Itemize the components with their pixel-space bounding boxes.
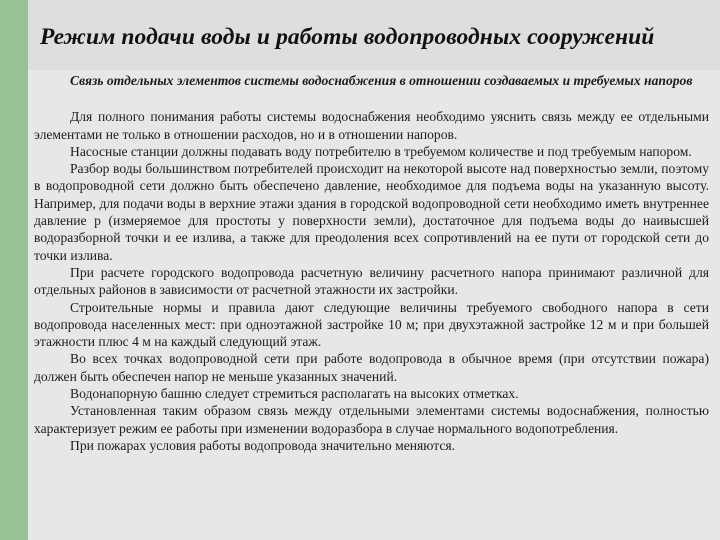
- paragraph: Во всех точках водопроводной сети при работе водопровода в обычное время (при отсутствии пожара) должен быть обеспечен напор не меньше указанных значений.: [34, 351, 709, 384]
- paragraph: Разбор воды большинством потребителей происходит на некоторой высоте над поверхностью земли, поэтому в водопроводной сети должно быть обеспечено давление, необходимое для подъема воды на указанную высоту. Например, для подачи воды в верхние этажи здания в городской водопроводной сети необходимо иметь внутреннее давление р (измеряемое для простоты у поверхности земли), достаточное для подъема воды до наивысшей водоразборной точки и ее излива, а также для преодоления всех сопротивлений на ее пути от городской сети до точки излива.: [34, 161, 709, 263]
- paragraph: Для полного понимания работы системы водоснабжения необходимо уяснить связь между ее отдельными элементами не только в отношении расходов, но и в отношении напоров.: [34, 109, 709, 142]
- paragraph: Строительные нормы и правила дают следующие величины требуемого свободного напора в сети водопровода населенных мест: при одноэтажной застройке 10 м; при двухэтажной застройке 12 м и при большей этажности плюс 4 м на каждый следующий этаж.: [34, 299, 709, 350]
- left-accent-band: [0, 0, 28, 540]
- paragraph: Установленная таким образом связь между отдельными элементами системы водоснабжения, полностью характеризует режим ее работы при изменении водоразбора в случае нормального водопотребления.: [34, 403, 709, 436]
- section-subheading: Связь отдельных элементов системы водоснабжения в отношении создаваемых и требуемых напоров: [70, 73, 693, 88]
- paragraph: Насосные станции должны подавать воду потребителю в требуемом количестве и под требуемым напором.: [70, 143, 692, 159]
- body-text: [34, 72, 709, 454]
- paragraph: Водонапорную башню следует стремиться располагать на высоких отметках.: [70, 386, 519, 402]
- slide-title: Режим подачи воды и работы водопроводных сооружений: [40, 24, 655, 50]
- paragraph: При расчете городского водопровода расчетную величину расчетного напора принимают различной для отдельных районов в зависимости от расчетной этажности их застройки.: [34, 264, 709, 298]
- paragraph: При пожарах условия работы водопровода значительно меняются.: [70, 437, 456, 453]
- content-panel: [28, 70, 720, 540]
